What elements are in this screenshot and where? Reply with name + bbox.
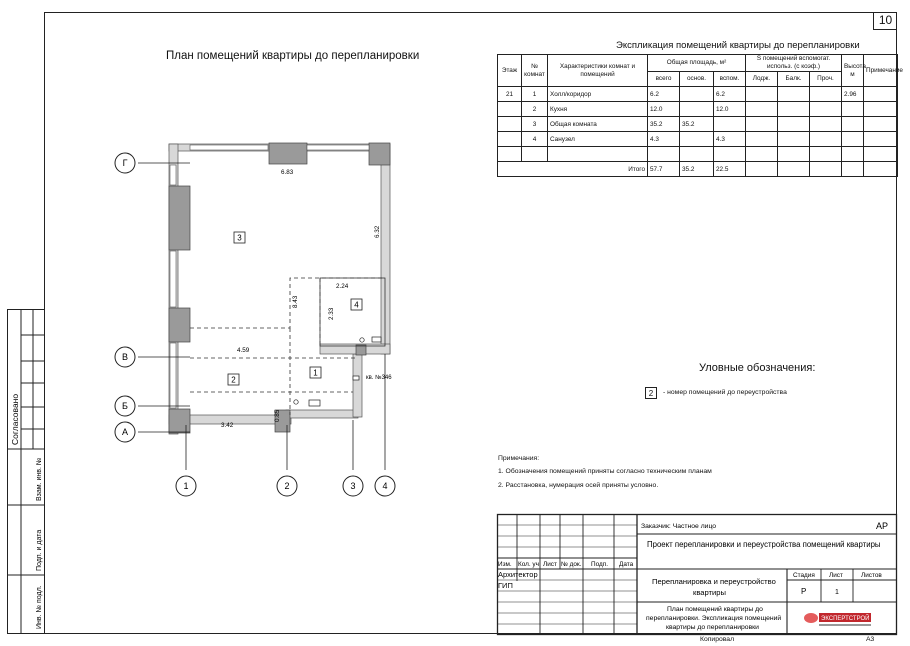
tb-drawing-1: План помещений квартиры до [667, 606, 763, 613]
header-balcony: Балк. [778, 72, 810, 87]
sheet-number: 10 [873, 12, 897, 30]
tb-stage-label: Стадия [793, 572, 815, 579]
sidebar-stamp [7, 309, 45, 635]
dim-632: 6.32 [374, 225, 381, 238]
sidebar-inv-no: Инв. № подл. [36, 585, 43, 629]
dim-233: 2.33 [328, 307, 335, 320]
format-label: А3 [866, 636, 875, 643]
explication-title: Экспликация помещений квартиры до перепланировки [616, 40, 860, 51]
header-aux: вспом. [714, 72, 746, 87]
axis-label-b: Б [122, 401, 128, 411]
copied-label: Копировал [700, 636, 735, 643]
tb-col-doc: № док. [561, 561, 582, 568]
axis-label-2: 2 [284, 481, 290, 491]
axis-label-4: 4 [382, 481, 388, 491]
header-other: Проч. [810, 72, 842, 87]
tb-col-izm: Изм. [498, 561, 512, 568]
table-row: 21 1 Холл/коридор 6.2 6.2 2.96 [498, 87, 898, 102]
notes-title: Примечания: [498, 455, 540, 462]
table-row: 2 Кухня 12.0 12.0 [498, 102, 898, 117]
header-all: всего [648, 72, 680, 87]
tb-sheet-label: Лист [829, 572, 843, 579]
sidebar-sign-date: Подп. и дата [36, 529, 43, 571]
axis-label-1: 1 [183, 481, 189, 491]
dim-224: 2.24 [336, 283, 349, 290]
header-total-area: Общая площадь, м² [648, 55, 746, 72]
header-room-no: № комнат [522, 55, 548, 87]
tb-drawing-3: квартиры до перепланировки [666, 624, 759, 631]
dim-085: 0.85 [274, 409, 281, 422]
room-label-1: 1 [313, 368, 318, 378]
axis-label-g: Г [122, 158, 128, 168]
header-aux-area: S помещений вспомогат. использ. (с коэф.) [746, 55, 842, 72]
dim-683: 6.83 [281, 169, 294, 176]
tb-stage: Р [801, 587, 807, 596]
tb-col-list: Лист [543, 561, 557, 568]
legend-text: - номер помещений до переустройства [663, 389, 787, 396]
dim-459: 4.59 [237, 347, 250, 354]
table-row-total: Итого 57.7 35.2 22.5 [498, 162, 898, 177]
table-row: 3 Общая комната 35.2 35.2 [498, 117, 898, 132]
tb-gip: ГИП [498, 581, 513, 590]
header-height: Высота, м [842, 55, 864, 87]
tb-code: АР [876, 521, 889, 531]
title-block [497, 514, 897, 635]
room-label-3: 3 [237, 233, 242, 243]
note-item: 1. Обозначения помещений приняты согласно техническим планам [498, 468, 712, 476]
tb-project: Проект перепланировки и переустройства помещений квартиры [647, 540, 881, 549]
note-item: 2. Расстановка, нумерация осей приняты условно. [498, 481, 659, 489]
room-label-2: 2 [231, 375, 236, 385]
header-note: Примечание [864, 55, 898, 87]
floor-plan [100, 130, 420, 500]
tb-col-kol: Кол. уч [518, 561, 539, 568]
tb-architect: Архитектор [498, 570, 538, 579]
sidebar-agreed: Согласовано [10, 393, 20, 445]
notes [498, 452, 712, 492]
header-loggia: Лодж. [746, 72, 778, 87]
legend-title: Уловные обозначения: [699, 362, 816, 374]
legend-mark: 2 [645, 387, 657, 399]
dim-843: 8.43 [292, 295, 299, 308]
axis-label-3: 3 [350, 481, 356, 491]
tb-col-date: Дата [619, 561, 634, 568]
header-characteristics: Характеристики комнат и помещений [548, 55, 648, 87]
tb-sheet: 1 [835, 589, 839, 596]
header-floor: Этаж [498, 55, 522, 87]
tb-section-2: квартиры [693, 588, 726, 597]
axis-label-a: А [121, 427, 129, 437]
tb-customer: Заказчик: Частное лицо [641, 523, 717, 530]
company-logo [804, 613, 871, 626]
plan-title: План помещений квартиры до перепланировки [166, 50, 420, 62]
axis-label-v: В [121, 352, 129, 362]
apartment-number: кв. №346 [366, 375, 392, 381]
table-row: 4 Санузел 4.3 4.3 [498, 132, 898, 147]
tb-section-1: Перепланировка и переустройство [652, 577, 776, 586]
room-label-4: 4 [354, 300, 359, 310]
tb-col-sign: Подп. [591, 561, 608, 568]
total-label: Итого [498, 162, 648, 177]
tb-sheets-label: Листов [861, 572, 882, 579]
header-main: основ. [680, 72, 714, 87]
tb-drawing-2: перепланировки. Экспликация помещений [646, 615, 782, 622]
logo-text: ЭКСПЕРТСТРОЙ [821, 616, 870, 622]
dim-342: 3.42 [221, 422, 234, 429]
table-row-empty [498, 147, 898, 162]
sidebar-replaced: Взам. инв. № [36, 457, 43, 501]
explication-table [497, 54, 903, 177]
